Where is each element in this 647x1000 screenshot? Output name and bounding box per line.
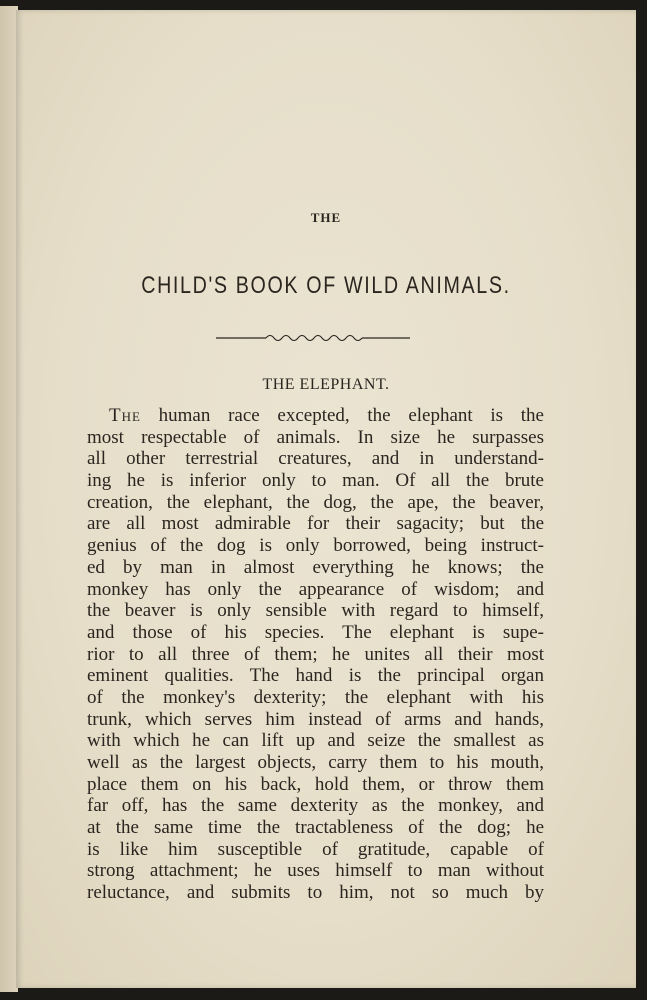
- text-line: eminent qualities. The hand is the principal organ: [87, 665, 544, 687]
- text-line: and those of his species. The elephant is supe-: [87, 621, 544, 643]
- text-line: genius of the dog is only borrowed, being instruct-: [87, 535, 544, 557]
- decorative-rule: [216, 330, 410, 344]
- body-text: [87, 405, 544, 904]
- book-title: CHILD'S BOOK OF WILD ANIMALS.: [141, 272, 511, 299]
- text-line: ed by man in almost everything he knows; the: [87, 556, 544, 578]
- text-line: ing he is inferior only to man. Of all the brute: [87, 470, 544, 492]
- drop-word: The: [109, 405, 141, 426]
- text-line: at the same time the tractableness of the dog; he: [87, 817, 544, 839]
- text-line: strong attachment; he uses himself to man without: [87, 860, 544, 882]
- text-line: creation, the elephant, the dog, the ape, the beaver,: [87, 491, 544, 513]
- book-page: [16, 10, 636, 988]
- text-line: place them on his back, hold them, or throw them: [87, 773, 544, 795]
- text-line: reluctance, and submits to him, not so much by: [87, 882, 544, 904]
- text-line: most respectable of animals. In size he surpasses: [87, 426, 544, 448]
- text-line: are all most admirable for their sagacity; but the: [87, 513, 544, 535]
- text-line: [87, 405, 544, 427]
- text-line: of the monkey's dexterity; the elephant with his: [87, 686, 544, 708]
- text-line: trunk, which serves him instead of arms and hands,: [87, 708, 544, 730]
- section-heading: THE ELEPHANT.: [262, 376, 390, 393]
- text-line: the beaver is only sensible with regard to himself,: [87, 600, 544, 622]
- title-prefix: THE: [310, 210, 342, 225]
- text-line: monkey has only the appearance of wisdom; and: [87, 578, 544, 600]
- text-line: with which he can lift up and seize the smallest as: [87, 730, 544, 752]
- text-line: is like him susceptible of gratitude, capable of: [87, 838, 544, 860]
- text-line: well as the largest objects, carry them to his mouth,: [87, 752, 544, 773]
- text-line: rior to all three of them; he unites all their most: [87, 643, 544, 665]
- text-line: all other terrestrial creatures, and in understand-: [87, 448, 544, 470]
- line-text: human race excepted, the elephant is the: [158, 405, 544, 426]
- text-line: far off, has the same dexterity as the monkey, and: [87, 795, 544, 817]
